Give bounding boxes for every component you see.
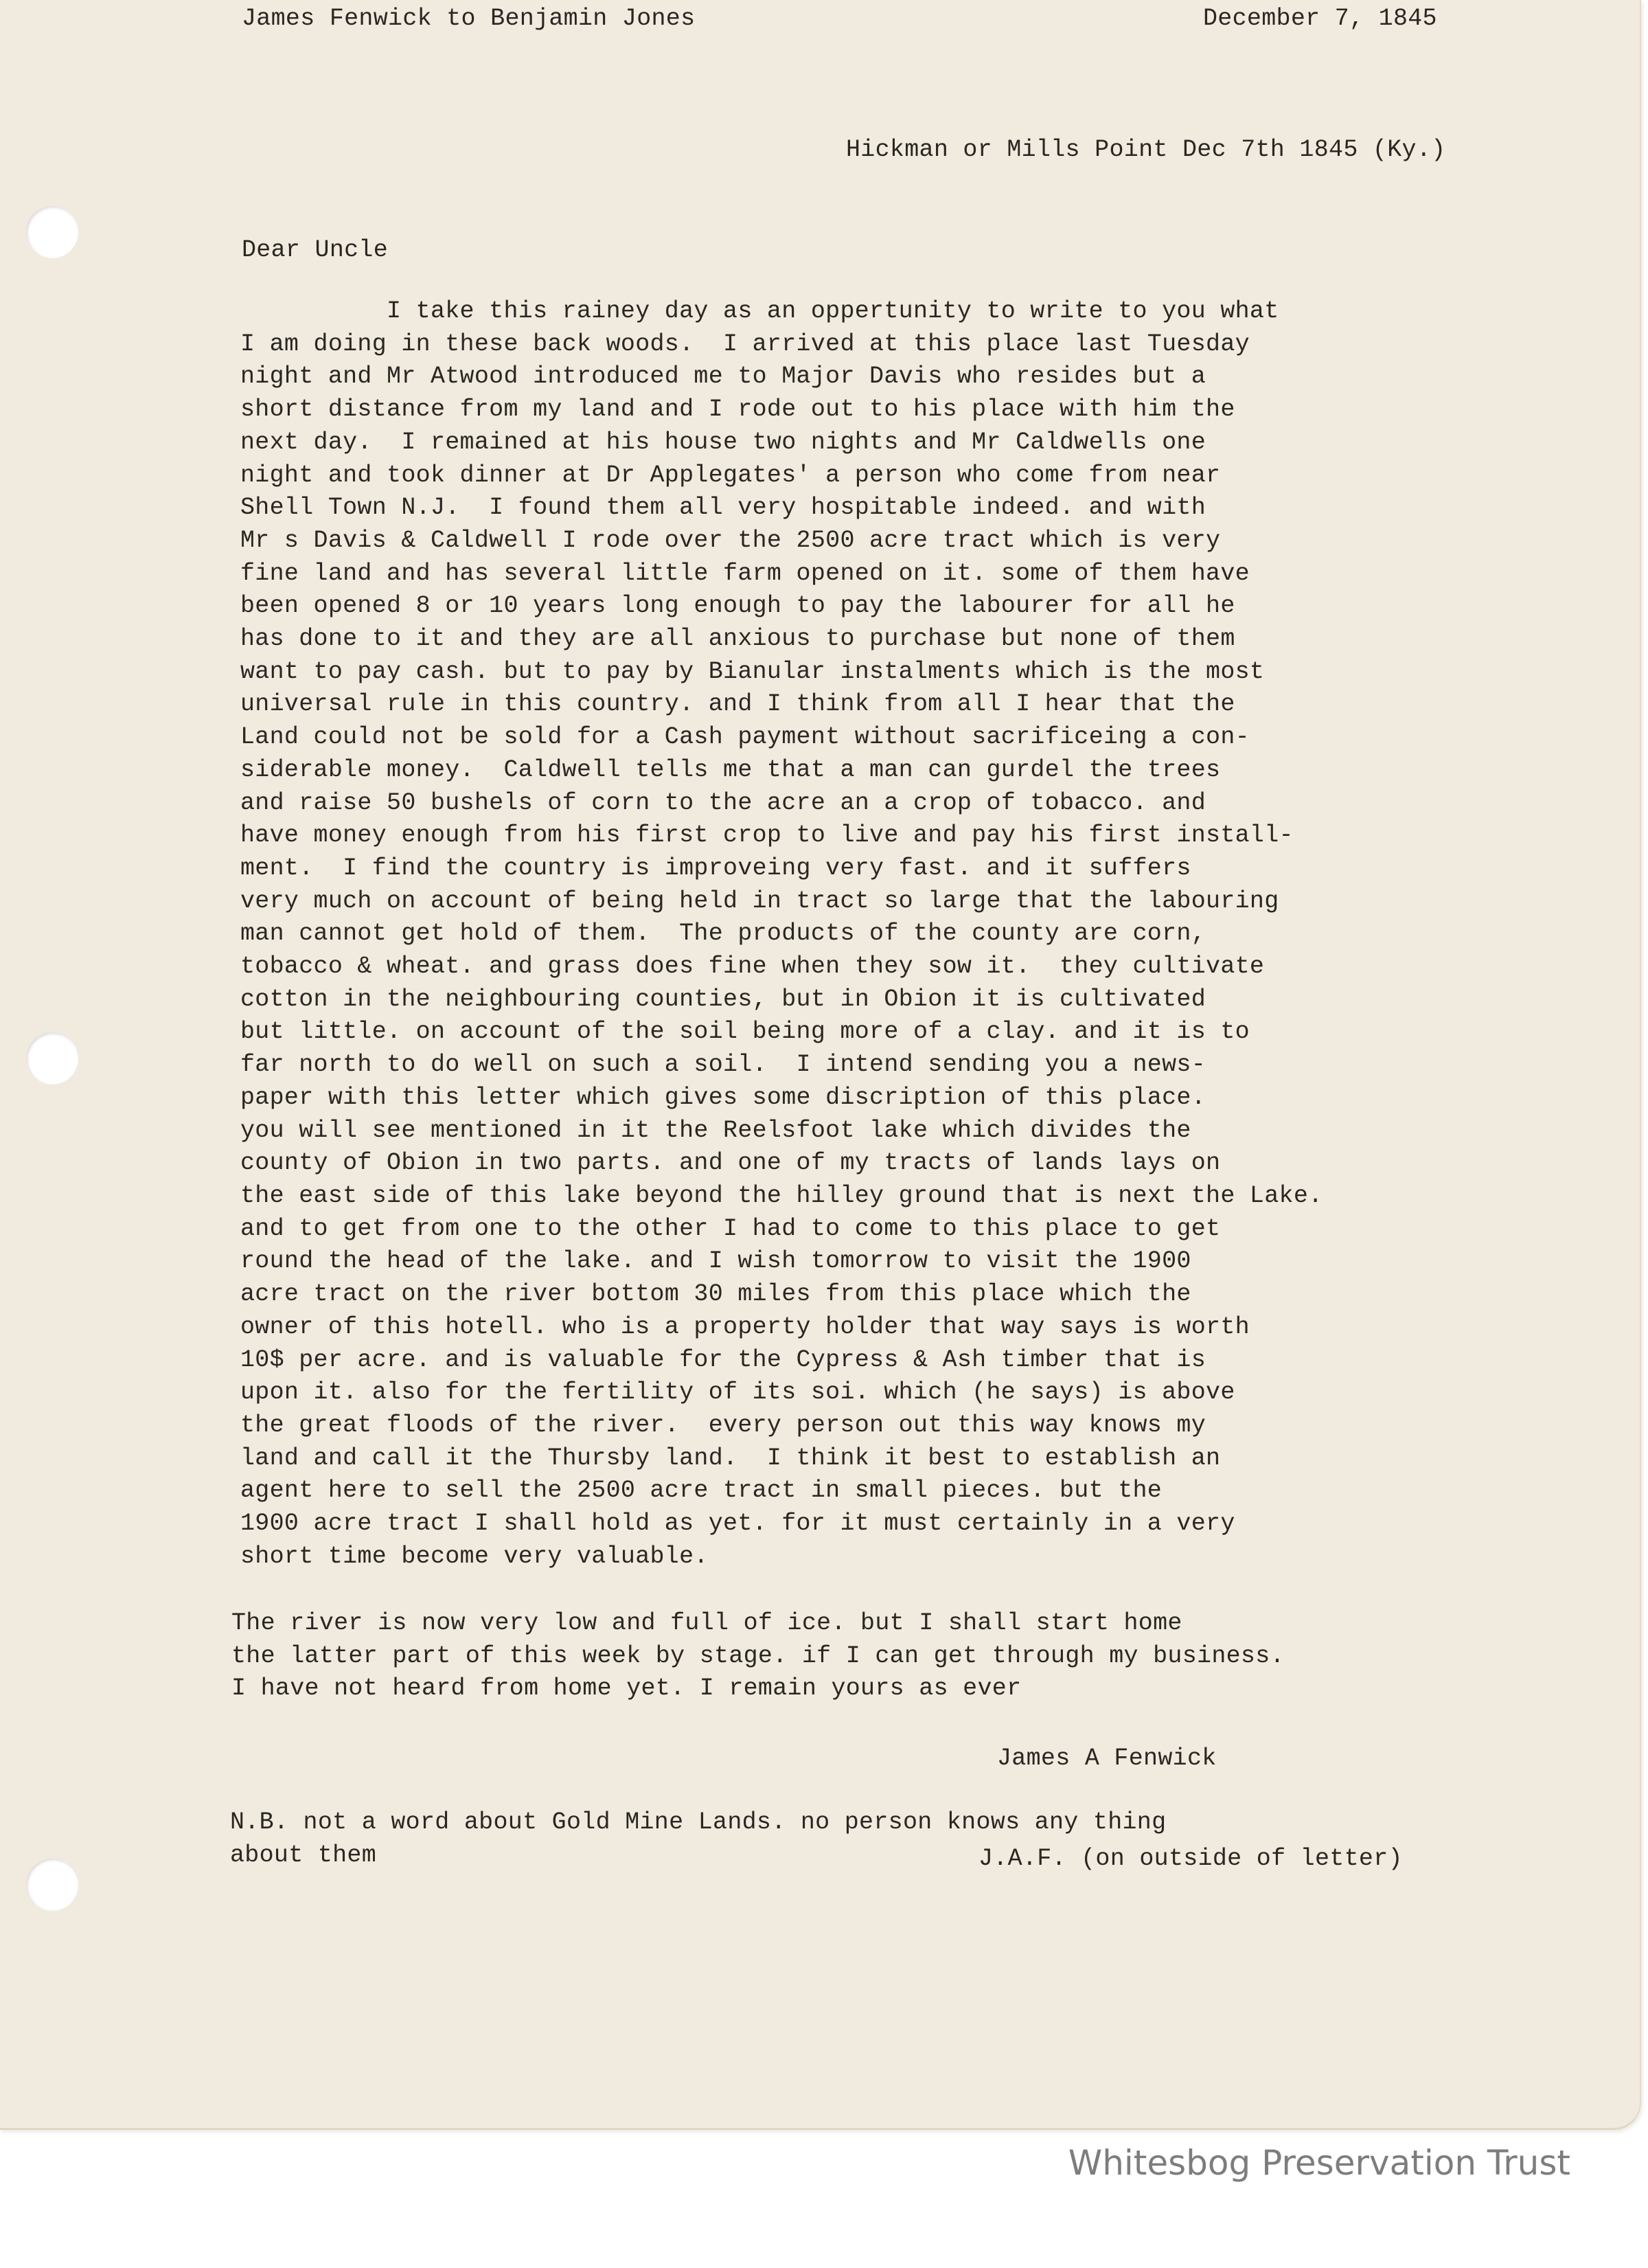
body-line: next day. I remained at his house two nights and Mr Caldwells one bbox=[240, 428, 1206, 456]
body-line: has done to it and they are all anxious to purchase but none of them bbox=[240, 625, 1235, 653]
body-line: agent here to sell the 2500 acre tract in small pieces. but the bbox=[240, 1477, 1163, 1505]
body-line: short time become very valuable. bbox=[240, 1542, 709, 1570]
body-line: but little. on account of the soil being more of a clay. and it is to bbox=[240, 1018, 1250, 1046]
body-line: and raise 50 bushels of corn to the acre an a crop of tobacco. and bbox=[240, 789, 1206, 817]
body-line: want to pay cash. but to pay by Bianular instalments which is the most bbox=[240, 657, 1265, 685]
body-line: far north to do well on such a soil. I intend sending you a news- bbox=[240, 1051, 1206, 1079]
body-line: night and took dinner at Dr Applegates' a person who come from near bbox=[240, 461, 1221, 489]
body-line: acre tract on the river bottom 30 miles from this place which the bbox=[240, 1280, 1191, 1308]
postscript-line: N.B. not a word about Gold Mine Lands. no person knows any thing bbox=[230, 1808, 1167, 1836]
punch-hole bbox=[26, 1032, 78, 1085]
salutation: Dear Uncle bbox=[242, 236, 389, 264]
body-line: 10$ per acre. and is valuable for the Cypress & Ash timber that is bbox=[240, 1346, 1206, 1374]
body-line: and to get from one to the other I had to come to this place to get bbox=[240, 1214, 1221, 1243]
body-line: been opened 8 or 10 years long enough to pay the labourer for all he bbox=[240, 592, 1235, 620]
body-line: you will see mentioned in it the Reelsfoot lake which divides the bbox=[240, 1116, 1191, 1144]
body-line: night and Mr Atwood introduced me to Major Davis who resides but a bbox=[240, 363, 1206, 391]
punch-hole bbox=[26, 1859, 78, 1911]
body-line: Land could not be sold for a Cash payment without sacrificeing a con- bbox=[240, 723, 1250, 751]
header-date: December 7, 1845 bbox=[1203, 5, 1437, 32]
closing-line: the latter part of this week by stage. if I can get through my business. bbox=[231, 1642, 1285, 1670]
body-line: short distance from my land and I rode out to his place with him the bbox=[240, 396, 1235, 424]
body-line: universal rule in this country. and I think from all I hear that the bbox=[240, 690, 1235, 718]
body-line: land and call it the Thursby land. I think it best to establish an bbox=[240, 1444, 1221, 1472]
signature: James A Fenwick bbox=[997, 1745, 1217, 1772]
body-line: paper with this letter which gives some discription of this place. bbox=[240, 1083, 1206, 1111]
body-line: cotton in the neighbouring counties, but in Obion it is cultivated bbox=[240, 985, 1206, 1013]
punch-hole bbox=[26, 206, 78, 258]
body-line: ment. I find the country is improveing very fast. and it suffers bbox=[240, 854, 1191, 882]
body-line: man cannot get hold of them. The products of the county are corn, bbox=[240, 920, 1206, 948]
body-line: round the head of the lake. and I wish tomorrow to visit the 1900 bbox=[240, 1247, 1191, 1275]
letter-body bbox=[240, 295, 1323, 1573]
body-line: fine land and has several little farm opened on it. some of them have bbox=[240, 559, 1250, 587]
dateline: Hickman or Mills Point Dec 7th 1845 (Ky.) bbox=[846, 136, 1446, 163]
closing-line: I have not heard from home yet. I remain yours as ever bbox=[231, 1675, 1022, 1703]
body-line: I take this rainey day as an oppertunity to write to you what bbox=[240, 297, 1279, 325]
closing-line: The river is now very low and full of ice. but I shall start home bbox=[231, 1609, 1182, 1637]
body-line: 1900 acre tract I shall hold as yet. for it must certainly in a very bbox=[240, 1510, 1235, 1538]
closing-paragraph bbox=[231, 1607, 1285, 1705]
body-line: owner of this hotell. who is a property holder that way says is worth bbox=[240, 1313, 1250, 1341]
body-line: have money enough from his first crop to live and pay his first install- bbox=[240, 821, 1294, 850]
body-line: Shell Town N.J. I found them all very hospitable indeed. and with bbox=[240, 494, 1206, 522]
body-line: the east side of this lake beyond the hilley ground that is next the Lake. bbox=[240, 1181, 1323, 1210]
header-title: James Fenwick to Benjamin Jones bbox=[242, 5, 696, 32]
body-line: Mr s Davis & Caldwell I rode over the 2500 acre tract which is very bbox=[240, 526, 1221, 554]
body-line: county of Obion in two parts. and one of my tracts of lands lays on bbox=[240, 1149, 1221, 1177]
body-line: very much on account of being held in tract so large that the labouring bbox=[240, 887, 1279, 915]
body-line: I am doing in these back woods. I arrived at this place last Tuesday bbox=[240, 330, 1250, 358]
postscript-initials: J.A.F. (on outside of letter) bbox=[978, 1845, 1403, 1872]
body-line: upon it. also for the fertility of its soi. which (he says) is above bbox=[240, 1379, 1235, 1407]
body-line: tobacco & wheat. and grass does fine when they sow it. they cultivate bbox=[240, 953, 1265, 981]
body-line: siderable money. Caldwell tells me that a man can gurdel the trees bbox=[240, 756, 1221, 784]
postscript-line: about them bbox=[230, 1841, 377, 1869]
watermark: Whitesbog Preservation Trust bbox=[1068, 2143, 1570, 2183]
body-line: the great floods of the river. every person out this way knows my bbox=[240, 1411, 1206, 1439]
